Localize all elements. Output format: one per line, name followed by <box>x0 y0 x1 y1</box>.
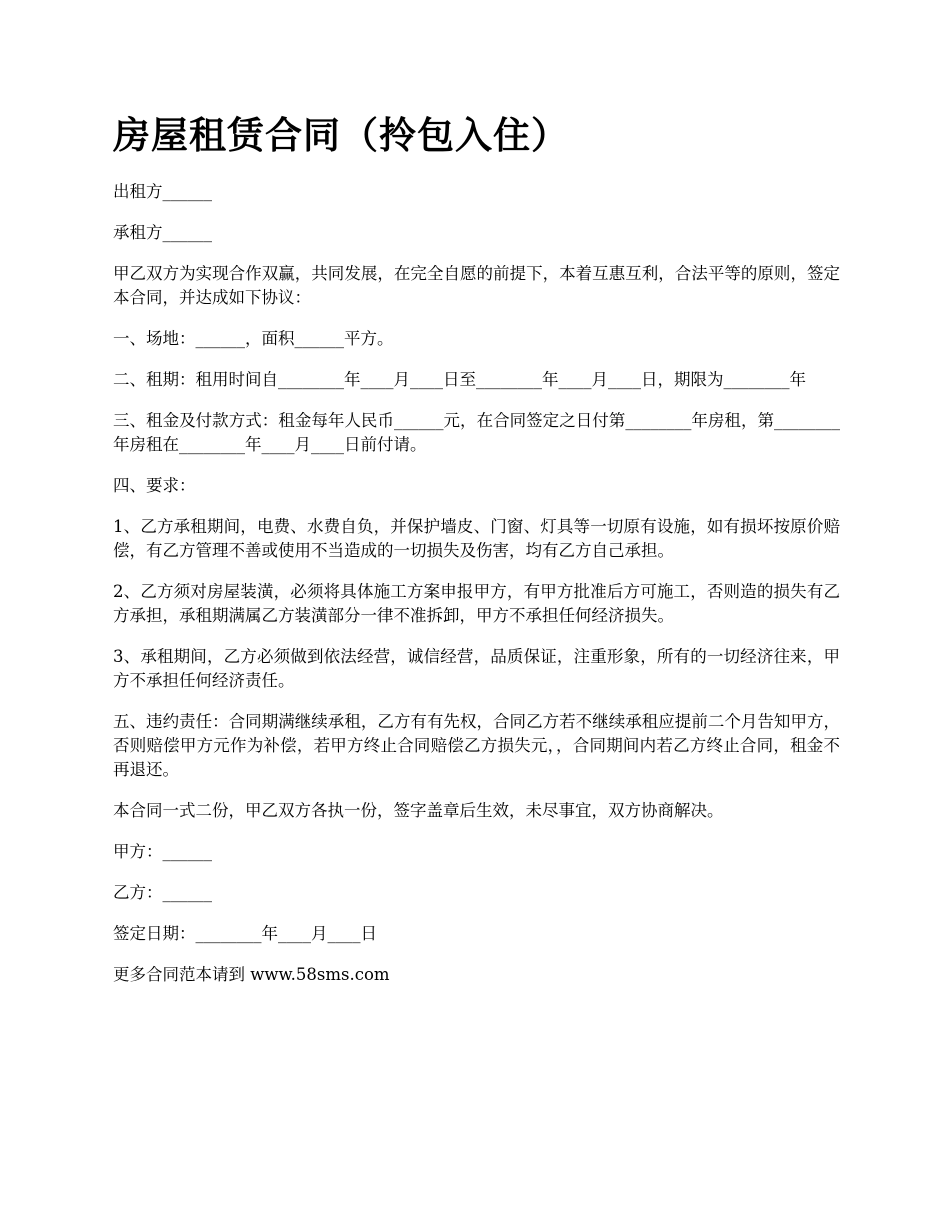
signing-date-line: 签定日期：________年____月____日 <box>113 924 377 943</box>
party-a-signature-line: 甲方：______ <box>113 842 212 861</box>
clause-premises: 一、场地：______，面积______平方。 <box>113 329 394 348</box>
copies-statement: 本合同一式二份，甲乙双方各执一份，签字盖章后生效，未尽事宜，双方协商解决。 <box>113 801 724 820</box>
party-b-signature-line: 乙方：______ <box>113 883 212 902</box>
requirement-item-2: 2、乙方须对房屋装潢，必须将具体施工方案申报甲方，有甲方批准后方可施工，否则造的损失有乙方承担，承租期满属乙方装潢部分一律不准拆卸，甲方不承担任何经济损失。 <box>113 582 840 625</box>
clause-breach-liability: 五、违约责任：合同期满继续承租，乙方有有先权，合同乙方若不继续承租应提前二个月告知甲方，否则赔偿甲方元作为补偿，若甲方终止合同赔偿乙方损失元，，合同期间内若乙方终止合同，租金不再退还。 <box>113 712 840 779</box>
lessor-line: 出租方______ <box>113 182 212 201</box>
requirement-item-1: 1、乙方承租期间，电费、水费自负，并保护墙皮、门窗、灯具等一切原有设施，如有损坏按原价赔偿，有乙方管理不善或使用不当造成的一切损失及伤害，均有乙方自己承担。 <box>113 517 840 560</box>
requirement-item-3: 3、承租期间，乙方必须做到依法经营，诚信经营，品质保证，注重形象，所有的一切经济往来，甲方不承担任何经济责任。 <box>113 647 840 690</box>
document-title: 房屋租赁合同（拎包入住） <box>113 114 569 157</box>
lessee-line: 承租方______ <box>113 223 212 242</box>
clause-requirements-heading: 四、要求： <box>113 476 196 495</box>
preamble-paragraph: 甲乙双方为实现合作双赢，共同发展，在完全自愿的前提下，本着互惠互利，合法平等的原则，签定本合同，并达成如下协议： <box>113 264 840 307</box>
clause-lease-term: 二、租期：租用时间自________年____月____日至________年____月____日，期限为________年 <box>113 370 806 389</box>
clause-rent-payment: 三、租金及付款方式：租金每年人民币______元，在合同签定之日付第________年房租，第________年房租在________年____月____日前付请。 <box>113 411 840 454</box>
document-page <box>113 110 840 1004</box>
footer-promo-line: 更多合同范本请到 www.58sms.com <box>113 965 390 984</box>
